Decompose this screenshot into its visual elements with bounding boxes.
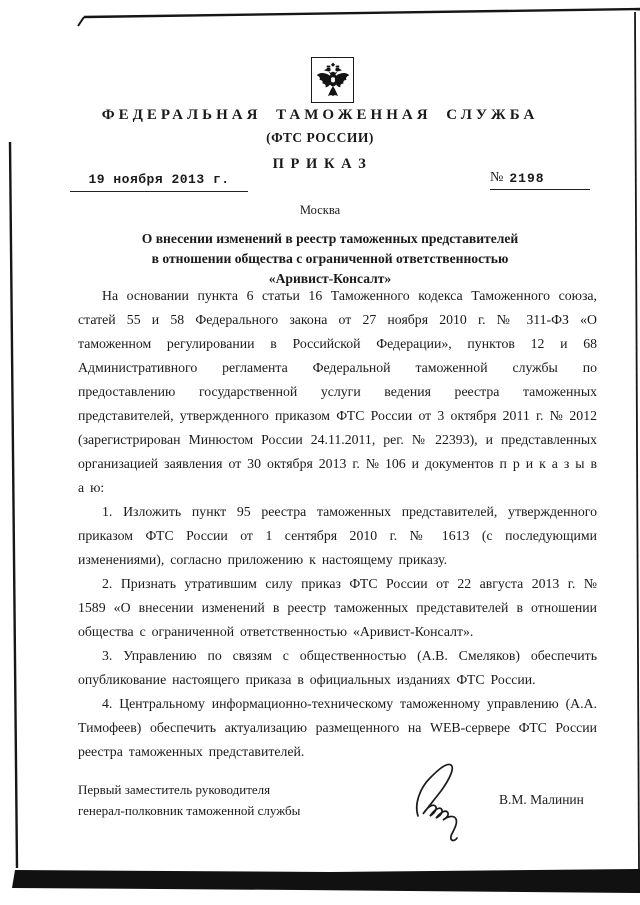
date-value: 19 ноября 2013 г. — [88, 172, 230, 187]
body-paragraph-item-4: 4. Центральному информационно-техническому таможенному управлению (А.А. Тимофеев) обеспечить актуализацию размещенного на WEB-сервере ФТС России реестра таможенных представителей. — [78, 696, 597, 759]
coat-of-arms-box — [311, 57, 354, 103]
signer-position-line-2: генерал-полковник таможенной службы — [78, 803, 301, 818]
double-headed-eagle-icon — [315, 60, 351, 100]
organization-name: ФЕДЕРАЛЬНАЯ ТАМОЖЕННАЯ СЛУЖБА — [101, 107, 539, 123]
number-sign: № — [490, 170, 504, 185]
body-paragraph-preamble: На основании пункта 6 статьи 16 Таможенного кодекса Таможенного союза, статей 55 и 58 Федерального закона от 27 ноября 2010 г. № 311-ФЗ «О таможенном регулировании в Российской Федерации», пунктов 12 и 68 Административного регламента Федеральной таможенной службы по предоставлению государственной услуги ведения реестра таможенных представителей, утвержденного приказом ФТС России от 3 октября 2011 г. № 2012 (зарегистрирован Минюстом России 24.11.2011, рег. № 22393), и представленных организацией заявления от 30 октября 2013 г. № 106 и документов п р и к а з ы в а ю: — [78, 288, 597, 495]
document-title — [60, 229, 600, 289]
signer-name: В.М. Малинин — [499, 792, 584, 807]
number-value: 2198 — [509, 171, 545, 186]
body-paragraph-item-1: 1. Изложить пункт 95 реестра таможенных представителей, утвержденного приказом ФТС России от 1 сентября 2010 г. № 1613 (с последующими изменениями), согласно приложению к настоящему приказу. — [78, 504, 597, 567]
organization-abbreviation: (ФТС РОССИИ) — [266, 130, 374, 145]
title-line-1: О внесении изменений в реестр таможенных представителей — [141, 231, 519, 246]
signer-position-line-1: Первый заместитель руководителя — [78, 782, 271, 797]
title-line-2: в отношении общества с ограниченной ответственностью — [151, 251, 509, 266]
handwritten-signature — [406, 754, 486, 844]
document-type-heading: П Р И К А З — [272, 156, 368, 172]
body-paragraph-item-2: 2. Признать утратившим силу приказ ФТС России от 22 августа 2013 г. № 1589 «О внесении изменений в реестр таможенных представителей в отношении общества с ограниченной ответственностью «Аривист-Консалт». — [78, 576, 597, 639]
number-field — [490, 170, 590, 190]
body-paragraph-item-3: 3. Управлению по связям с общественностью (А.В. Смеляков) обеспечить опубликование настоящего приказа в официальных изданиях ФТС России. — [78, 648, 597, 687]
document-body — [78, 284, 597, 764]
city-label: Москва — [299, 203, 341, 217]
date-field — [70, 170, 248, 192]
title-line-3: «Аривист-Консалт» — [268, 271, 392, 286]
signer-position — [78, 779, 300, 821]
